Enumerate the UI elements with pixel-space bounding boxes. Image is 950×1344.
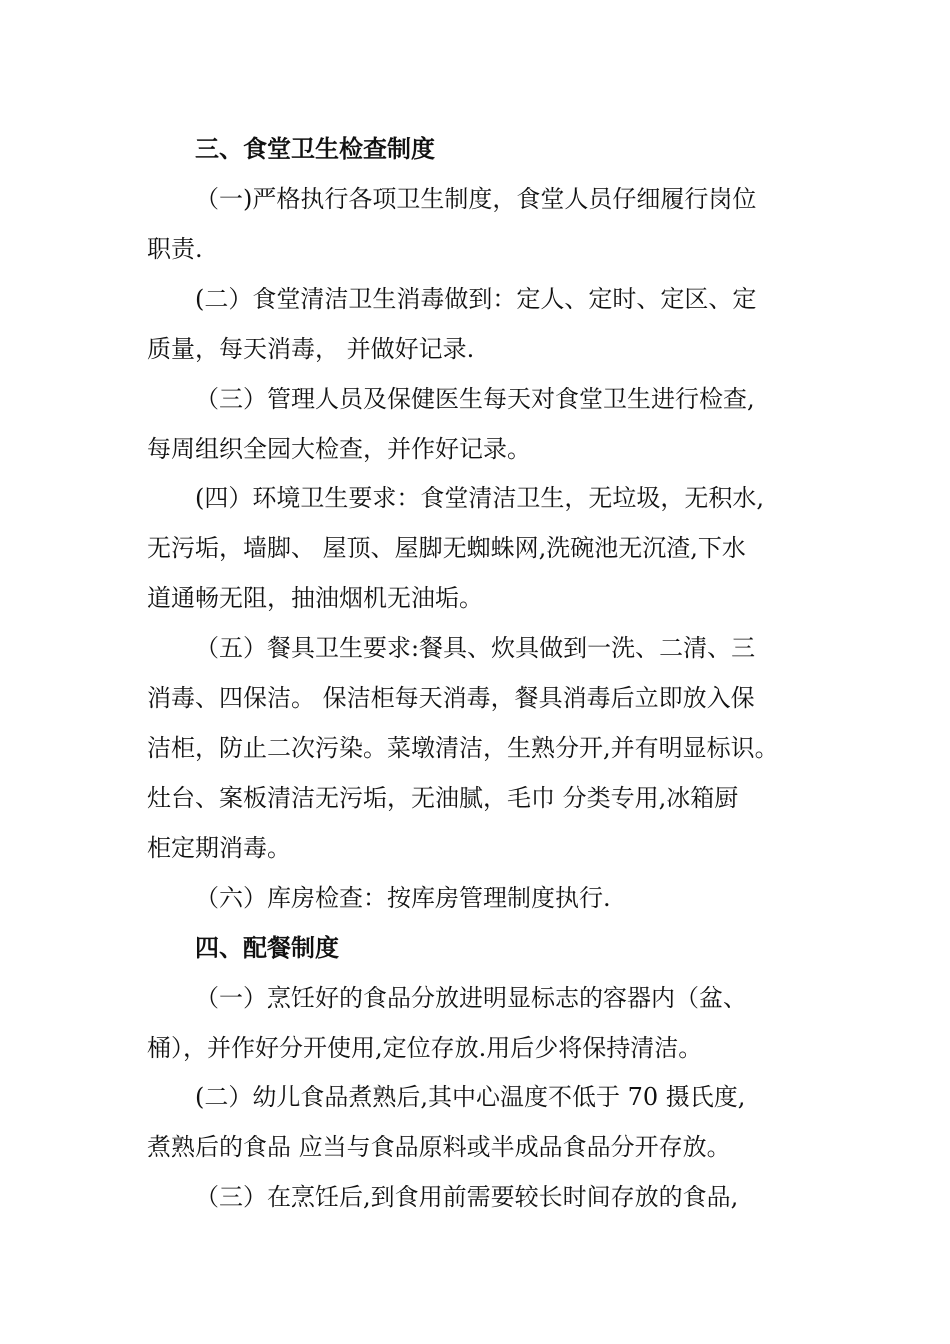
- paragraph-line: （一)严格执行各项卫生制度，食堂人员仔细履行岗位: [195, 185, 757, 213]
- section-heading-4: 四、配餐制度: [195, 934, 339, 962]
- section-heading-3: 三、食堂卫生检查制度: [195, 135, 435, 163]
- paragraph-line: (二）幼儿食品煮熟后,其中心温度不低于 70 摄氏度,: [195, 1083, 746, 1111]
- paragraph-line: 每周组织全园大检查，并作好记录。: [147, 435, 531, 463]
- paragraph-line: 职责.: [147, 235, 203, 263]
- paragraph-line: 道通畅无阻，抽油烟机无油垢。: [147, 584, 483, 612]
- paragraph-line: （三）在烹饪后,到食用前需要较长时间存放的食品,: [195, 1183, 739, 1211]
- paragraph-line: （六）库房检查：按库房管理制度执行.: [195, 884, 611, 912]
- paragraph-line: （三）管理人员及保健医生每天对食堂卫生进行检查,: [195, 385, 755, 413]
- paragraph-line: 洁柜，防止二次污染。菜墩清洁，生熟分开,并有明显标识。: [147, 734, 779, 762]
- paragraph-line: (四）环境卫生要求：食堂清洁卫生，无垃圾，无积水,: [195, 484, 764, 512]
- paragraph-line: (二）食堂清洁卫生消毒做到：定人、定时、定区、定: [195, 285, 757, 313]
- paragraph-line: 无污垢，墙脚、 屋顶、屋脚无蜘蛛网,洗碗池无沉渣,下水: [147, 534, 746, 562]
- paragraph-line: 灶台、案板清洁无污垢，无油腻，毛巾 分类专用,冰箱厨: [147, 784, 739, 812]
- paragraph-line: 桶），并作好分开使用,定位存放.用后少将保持清洁。: [147, 1034, 703, 1062]
- paragraph-line: （五）餐具卫生要求:餐具、炊具做到一洗、二清、三: [195, 634, 756, 662]
- paragraph-line: 柜定期消毒。: [147, 834, 291, 862]
- paragraph-line: 消毒、四保洁。 保洁柜每天消毒，餐具消毒后立即放入保: [147, 684, 755, 712]
- paragraph-line: （一）烹饪好的食品分放进明显标志的容器内（盆、: [195, 984, 747, 1012]
- paragraph-line: 煮熟后的食品 应当与食品原料或半成品食品分开存放。: [147, 1133, 731, 1161]
- paragraph-line: 质量，每天消毒， 并做好记录.: [147, 335, 475, 363]
